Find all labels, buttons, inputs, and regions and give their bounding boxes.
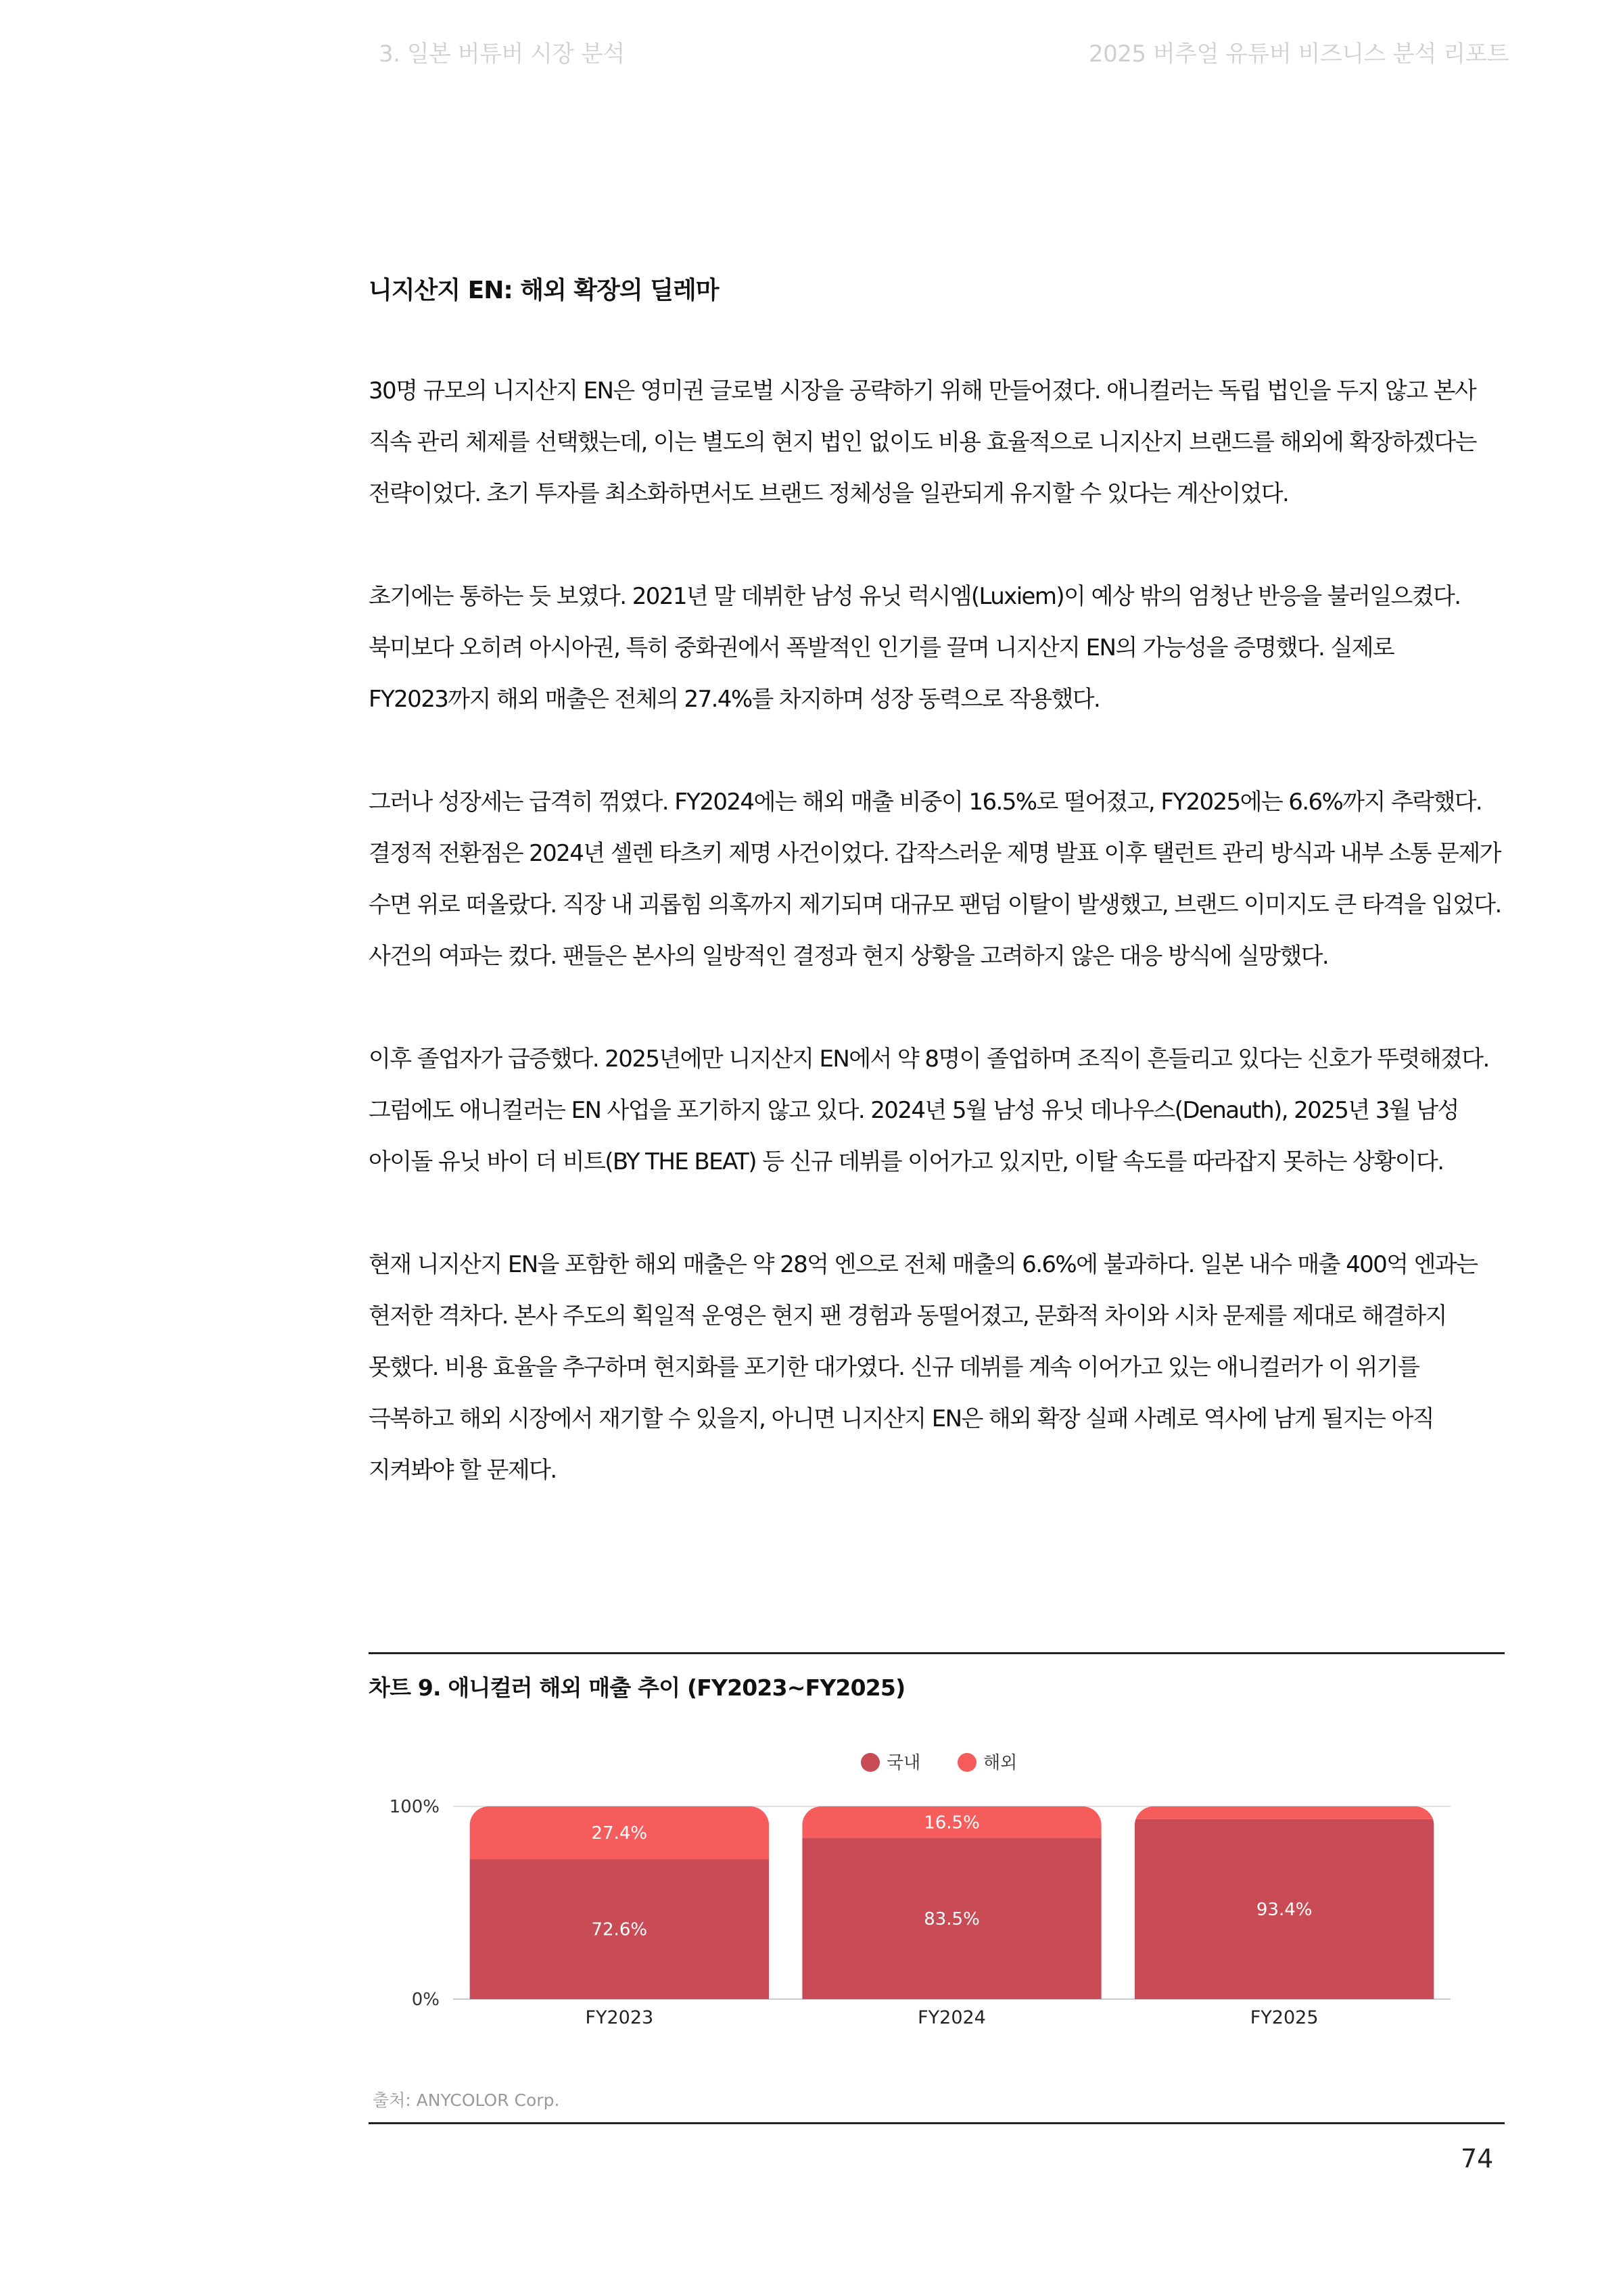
data-label-fy2025-1: 93.4% <box>1256 1899 1313 1920</box>
data-label-fy2024-1: 83.5% <box>924 1909 980 1930</box>
paragraph-3: 그러나 성장세는 급격히 꺾였다. FY2024에는 해외 매출 비중이 16.5%로 떨어졌고, FY2025에는 6.6%까지 추락했다. 결정적 전환점은 2024년 셀렌 타츠키 제명 사건이었다. 갑작스러운 제명 발표 이후 탤런트 관리 방식과 내부 소통 문제가 수면 위로 떠올랐다. 직장 내 괴롭힘 의혹까지 제기되며 대규모 팬덤 이탈이 발생했고, 브랜드 이미지도 큰 타격을 입었다. 사건의 여파는 컸다. 팬들은 본사의 일방적인 결정과 현지 상황을 고려하지 않은 대응 방식에 실망했다. <box>369 789 1501 970</box>
chart-title: 차트 9. 애니컬러 해외 매출 추이 (FY2023~FY2025) <box>369 1674 905 1701</box>
legend-label-1: 국내 <box>887 1753 921 1773</box>
chart-legend <box>861 1753 1017 1773</box>
stacked-bar-chart <box>369 1654 1505 2087</box>
page-number: 74 <box>1461 2144 1494 2174</box>
legend-swatch-1 <box>861 1753 880 1772</box>
paragraph-5: 현재 니지산지 EN을 포함한 해외 매출은 약 28억 엔으로 전체 매출의 6.6%에 불과하다. 일본 내수 매출 400억 엔과는 현저한 격차다. 본사 주도의 획일적 운영은 현지 팬 경험과 동떨어졌고, 문화적 차이와 시차 문제를 제대로 해결하지 못했다. 비용 효율을 추구하며 현지화를 포기한 대가였다. 신규 데뷔를 계속 이어가고 있는 애니컬러가 이 위기를 극복하고 해외 시장에서 재기할 수 있을지, 아니면 니지산지 EN은 해외 확장 실패 사례로 역사에 남게 될지는 아직 지켜봐야 할 문제다. <box>369 1251 1478 1484</box>
y-tick-label-1: 0% <box>411 1990 440 2010</box>
section-title: 니지산지 EN: 해외 확장의 딜레마 <box>369 277 719 304</box>
bar-group-fy2024 <box>802 1806 1102 1999</box>
running-header-report-title: 2025 버추얼 유튜버 비즈니스 분석 리포트 <box>1089 41 1509 68</box>
paragraph-4: 이후 졸업자가 급증했다. 2025년에만 니지산지 EN에서 약 8명이 졸업하며 조직이 흔들리고 있다는 신호가 뚜렷해졌다. 그럼에도 애니컬러는 EN 사업을 포기하지 않고 있다. 2024년 5월 남성 유닛 데나우스(Denauth), 2025년 3월 남성 아이돌 유닛 바이 더 비트(BY THE BEAT) 등 신규 데뷔를 이어가고 있지만, 이탈 속도를 따라잡지 못하는 상황이다. <box>369 1046 1489 1175</box>
article-body <box>369 271 1505 1547</box>
x-tick-label-fy2024: FY2024 <box>918 2007 986 2028</box>
running-header-section: 3. 일본 버튜버 시장 분석 <box>379 41 625 68</box>
chart-source: 출처: ANYCOLOR Corp. <box>373 2090 560 2110</box>
data-label-fy2024-2: 16.5% <box>924 1812 980 1833</box>
data-label-fy2023-2: 27.4% <box>591 1823 648 1844</box>
x-tick-label-fy2023: FY2023 <box>585 2007 654 2028</box>
bar-segment-fy2025-2 <box>1135 1806 1434 1819</box>
data-label-fy2023-1: 72.6% <box>591 1919 648 1940</box>
y-tick-label-2: 100% <box>389 1797 440 1817</box>
paragraph-2: 초기에는 통하는 듯 보였다. 2021년 말 데뷔한 남성 유닛 럭시엠(Luxiem)이 예상 밖의 엄청난 반응을 불러일으켰다. 북미보다 오히려 아시아권, 특히 중화권에서 폭발적인 인기를 끌며 니지산지 EN의 가능성을 증명했다. 실제로 FY2023까지 해외 매출은 전체의 27.4%를 차지하며 성장 동력으로 작용했다. <box>369 583 1461 713</box>
legend-label-2: 해외 <box>983 1753 1018 1773</box>
paragraph-1: 30명 규모의 니지산지 EN은 영미권 글로벌 시장을 공략하기 위해 만들어졌다. 애니컬러는 독립 법인을 두지 않고 본사 직속 관리 체제를 선택했는데, 이는 별도의 현지 법인 없이도 비용 효율적으로 니지산지 브랜드를 해외에 확장하겠다는 전략이었다. 초기 투자를 최소화하면서도 브랜드 정체성을 일관되게 유지할 수 있다는 계산이었다. <box>369 377 1476 507</box>
x-tick-label-fy2025: FY2025 <box>1250 2007 1319 2028</box>
legend-swatch-2 <box>958 1753 977 1772</box>
chart-figure <box>369 1652 1505 2124</box>
